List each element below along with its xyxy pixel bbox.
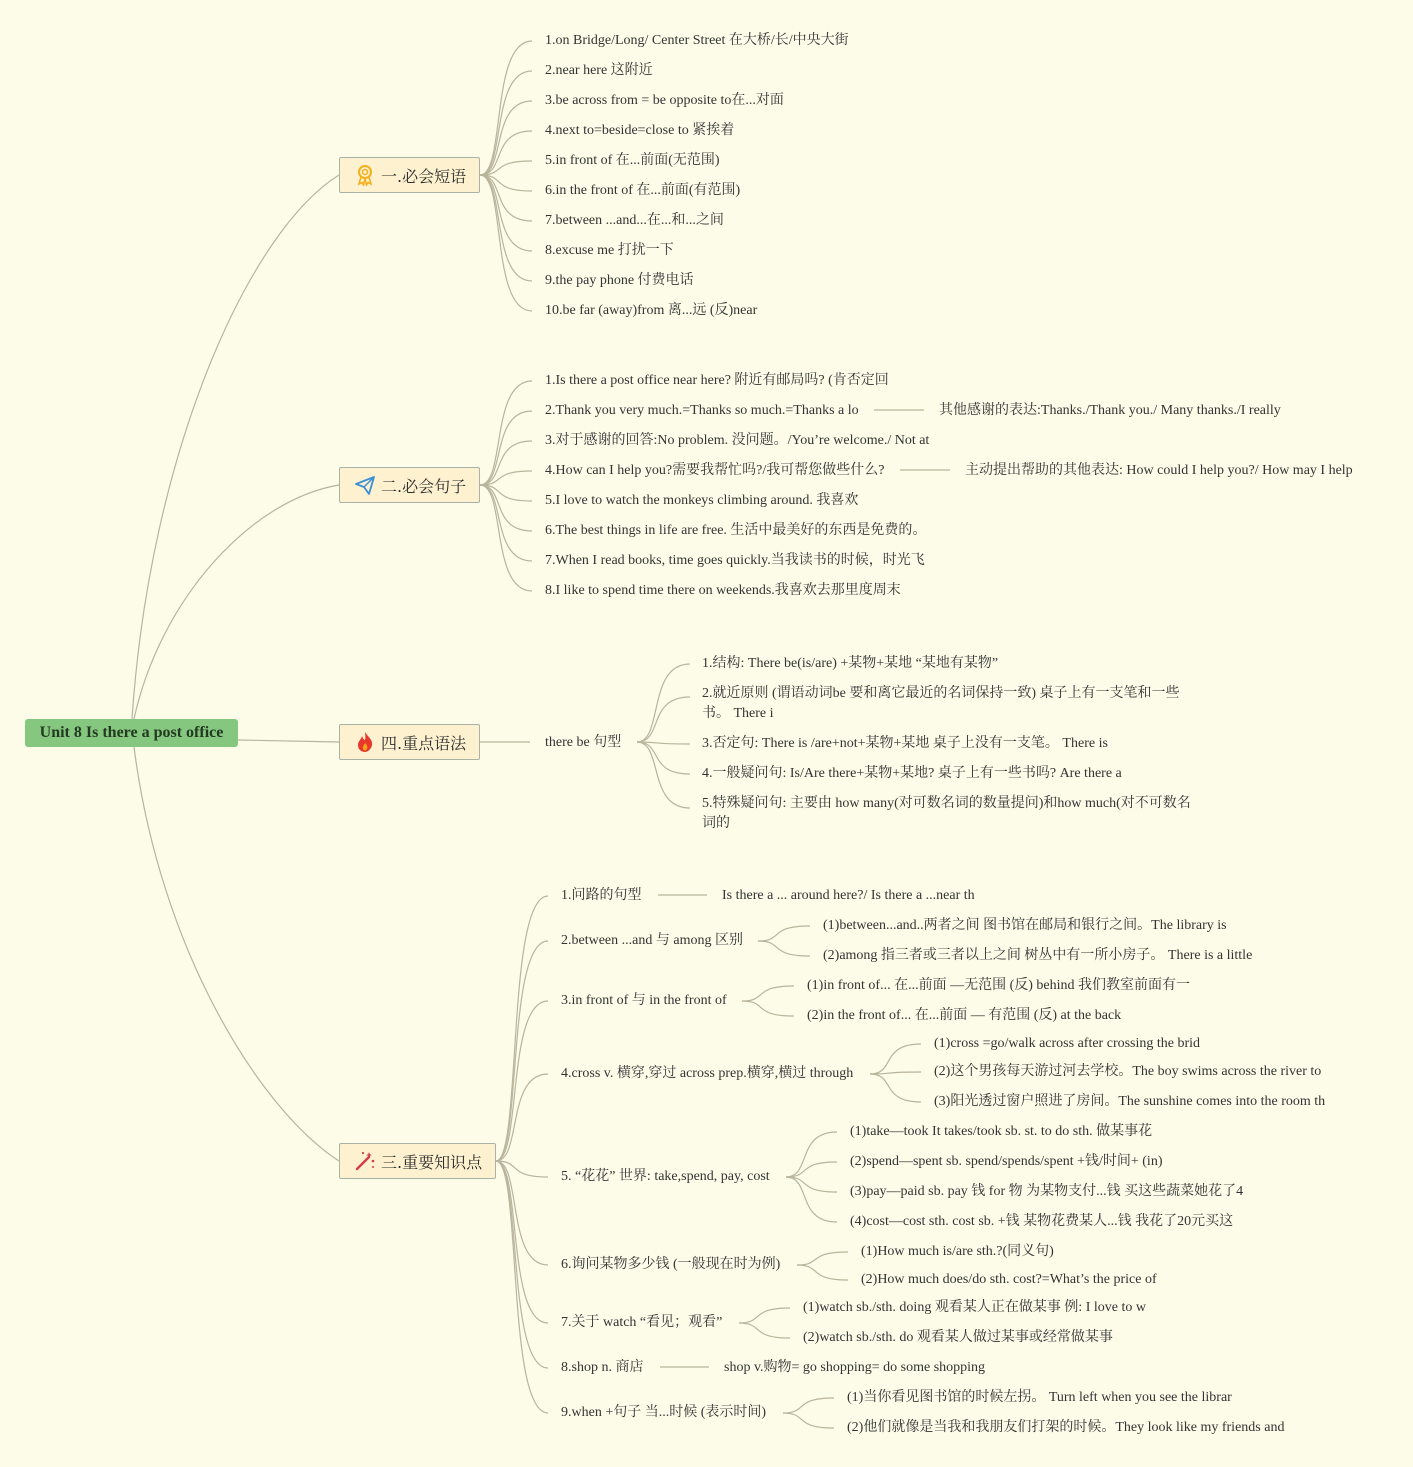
magic-wand-icon	[354, 1150, 376, 1172]
branch-phrases-title: 一.必会短语	[381, 166, 467, 186]
connector-curve	[758, 926, 810, 941]
knowledge-sub[interactable]: (1)in front of... 在...前面 —无范围 (反) behind 我们教室前面有一	[807, 978, 1191, 993]
knowledge-point[interactable]: 4.cross v. 横穿,穿过 across prep.横穿,横过 through	[561, 1066, 854, 1081]
connector-curve	[742, 986, 794, 1001]
sentence-item[interactable]: 5.I love to watch the monkeys climbing around. 我喜欢	[545, 493, 859, 508]
knowledge-sub[interactable]: (1)How much is/are sth.?(同义句)	[861, 1244, 1054, 1259]
connector-curve	[637, 742, 690, 774]
knowledge-sub[interactable]: (1)watch sb./sth. doing 观看某人正在做某事 例: I love to w	[803, 1300, 1146, 1315]
connector-curve	[496, 1161, 548, 1413]
branch-grammar[interactable]	[339, 724, 480, 760]
knowledge-sub[interactable]: (2)in the front of... 在...前面 — 有范围 (反) at the back	[807, 1008, 1122, 1023]
connector-curve	[480, 175, 532, 221]
connector-curve	[637, 742, 690, 808]
branch-knowledge-title: 三.重要知识点	[381, 1152, 483, 1172]
grammar-item[interactable]: 4.一般疑问句: Is/Are there+某物+某地? 桌子上有一些书吗? Are there a	[702, 766, 1122, 781]
knowledge-sub[interactable]: (1)当你看见图书馆的时候左拐。 Turn left when you see the librar	[847, 1390, 1232, 1405]
knowledge-sub[interactable]: (3)pay—paid sb. pay 钱 for 物 为某物支付...钱 买这些蔬菜她花了4	[850, 1184, 1244, 1199]
sentence-item[interactable]: 2.Thank you very much.=Thanks so much.=Thanks a lo	[545, 403, 859, 418]
sentence-item[interactable]: 1.Is there a post office near here? 附近有邮局吗? (肯否定回	[545, 373, 889, 388]
sentence-item[interactable]: 3.对于感谢的回答:No problem. 没问题。/You’re welcome./ Not at	[545, 433, 930, 448]
connector-curve	[637, 664, 690, 742]
connector-curve	[870, 1074, 921, 1102]
knowledge-sub[interactable]: (1)between...and..两者之间 图书馆在邮局和银行之间。The library is	[823, 918, 1227, 933]
phrase-item[interactable]: 10.be far (away)from 离...远 (反)near	[545, 303, 758, 318]
branch-sentences[interactable]	[339, 467, 480, 503]
knowledge-sub[interactable]: (2)watch sb./sth. do 观看某人做过某事或经常做某事	[803, 1330, 1113, 1345]
phrase-item[interactable]: 7.between ...and...在...和...之间	[545, 213, 724, 228]
knowledge-point[interactable]: 7.关于 watch “看见；观看”	[561, 1315, 723, 1330]
root-topic[interactable]: Unit 8 Is there a post office	[25, 719, 238, 747]
sentence-note[interactable]: 主动提出帮助的其他表达: How could I help you?/ How may I help	[965, 463, 1353, 478]
connector-curve	[496, 896, 548, 1161]
phrase-item[interactable]: 4.next to=beside=close to 紧挨着	[545, 123, 735, 138]
knowledge-sub[interactable]: (1)cross =go/walk across after crossing the brid	[934, 1036, 1201, 1051]
branch-phrases[interactable]	[339, 157, 480, 193]
connector-curve	[783, 1413, 834, 1428]
knowledge-point[interactable]: 1.问路的句型	[561, 888, 642, 903]
knowledge-sub[interactable]: Is there a ... around here?/ Is there a ...near th	[722, 888, 975, 903]
connector-curve	[739, 1308, 790, 1323]
connector-curve	[496, 1161, 548, 1368]
sentence-item[interactable]: 4.How can I help you?需要我帮忙吗?/我可帮您做些什么?	[545, 463, 885, 478]
knowledge-point[interactable]: 5. “花花” 世界: take,spend, pay, cost	[561, 1169, 770, 1184]
fire-icon	[354, 731, 376, 753]
knowledge-point[interactable]: 8.shop n. 商店	[561, 1360, 644, 1375]
connector-curve	[496, 1074, 548, 1161]
branch-grammar-title: 四.重点语法	[381, 733, 467, 753]
connector-curve	[496, 1001, 548, 1161]
knowledge-sub[interactable]: (3)阳光透过窗户照进了房间。The sunshine comes into the room th	[934, 1094, 1326, 1109]
connector-curve	[739, 1323, 790, 1338]
connector-curve	[480, 41, 532, 175]
knowledge-sub[interactable]: (2)among 指三者或三者以上之间 树丛中有一所小房子。 There is a little	[823, 948, 1253, 963]
knowledge-sub[interactable]: (1)take—took It takes/took sb. st. to do sth. 做某事花	[850, 1124, 1153, 1139]
phrase-item[interactable]: 2.near here 这附近	[545, 63, 653, 78]
knowledge-sub[interactable]: (2)How much does/do sth. cost?=What’s the price of	[861, 1272, 1157, 1287]
sentence-item[interactable]: 8.I like to spend time there on weekends.我喜欢去那里度周末	[545, 583, 901, 598]
knowledge-sub[interactable]: (2)spend—spent sb. spend/spends/spent +钱/时间+ (in)	[850, 1154, 1163, 1169]
grammar-item[interactable]: 3.否定句: There is /are+not+某物+某地 桌子上没有一支笔。 There is	[702, 736, 1108, 751]
phrase-item[interactable]: 5.in front of 在...前面(无范围)	[545, 153, 720, 168]
connector-curve	[480, 71, 532, 175]
connector-curve	[797, 1252, 848, 1265]
paper-plane-icon	[354, 474, 376, 496]
sentence-item[interactable]: 7.When I read books, time goes quickly.当我读书的时候，时光飞	[545, 553, 925, 568]
knowledge-sub[interactable]: (2)这个男孩每天游过河去学校。The boy swims across the river to	[934, 1064, 1322, 1079]
phrase-item[interactable]: 6.in the front of 在...前面(有范围)	[545, 183, 741, 198]
connector-curve	[783, 1398, 834, 1413]
phrase-item[interactable]: 1.on Bridge/Long/ Center Street 在大桥/长/中央大街	[545, 33, 849, 48]
branch-knowledge[interactable]	[339, 1143, 496, 1179]
knowledge-point[interactable]: 3.in front of 与 in the front of	[561, 993, 727, 1008]
connector-curve	[758, 941, 810, 956]
knowledge-point[interactable]: 9.when +句子 当...时候 (表示时间)	[561, 1405, 767, 1420]
connector-curve	[870, 1044, 921, 1074]
connector-curve	[797, 1265, 848, 1280]
grammar-item[interactable]: 1.结构: There be(is/are) +某物+某地 “某地有某物”	[702, 656, 999, 671]
knowledge-sub[interactable]: (4)cost—cost sth. cost sb. +钱 某物花费某人...钱 我花了20元买这	[850, 1214, 1234, 1229]
connector-curve	[786, 1132, 837, 1177]
connector-curve	[496, 1161, 548, 1323]
knowledge-point[interactable]: 6.询问某物多少钱 (一般现在时为例)	[561, 1257, 781, 1272]
phrase-item[interactable]: 9.the pay phone 付费电话	[545, 273, 694, 288]
connector-curve	[480, 175, 532, 311]
grammar-item[interactable]: 5.特殊疑问句: 主要由 how many(对可数名词的数量提问)和how much(对不可数名词的	[702, 796, 1191, 831]
branch-sentences-title: 二.必会句子	[381, 476, 467, 496]
grammar-topic[interactable]: there be 句型	[545, 735, 622, 750]
connector-curve	[496, 941, 548, 1161]
connector-curve	[637, 697, 690, 742]
knowledge-point[interactable]: 2.between ...and 与 among 区别	[561, 933, 743, 948]
sentence-item[interactable]: 6.The best things in life are free. 生活中最美好的东西是免费的。	[545, 523, 927, 538]
grammar-item[interactable]: 2.就近原则 (谓语动词be 要和离它最近的名词保持一致) 桌子上有一支笔和一些书。 There i	[702, 686, 1180, 721]
connector-curve	[786, 1177, 837, 1222]
knowledge-sub[interactable]: (2)他们就像是当我和我朋友们打架的时候。They look like my friends and	[847, 1420, 1285, 1435]
award-medal-icon	[354, 164, 376, 186]
connector-curve	[480, 441, 532, 485]
phrase-item[interactable]: 3.be across from = be opposite to在...对面	[545, 93, 784, 108]
knowledge-sub[interactable]: shop v.购物= go shopping= do some shopping	[724, 1360, 986, 1375]
connector-curve	[742, 1001, 794, 1016]
connector-curve	[480, 485, 532, 531]
connector-curve	[480, 381, 532, 485]
phrase-item[interactable]: 8.excuse me 打扰一下	[545, 243, 674, 258]
sentence-note[interactable]: 其他感谢的表达:Thanks./Thank you./ Many thanks./I really	[939, 403, 1281, 418]
